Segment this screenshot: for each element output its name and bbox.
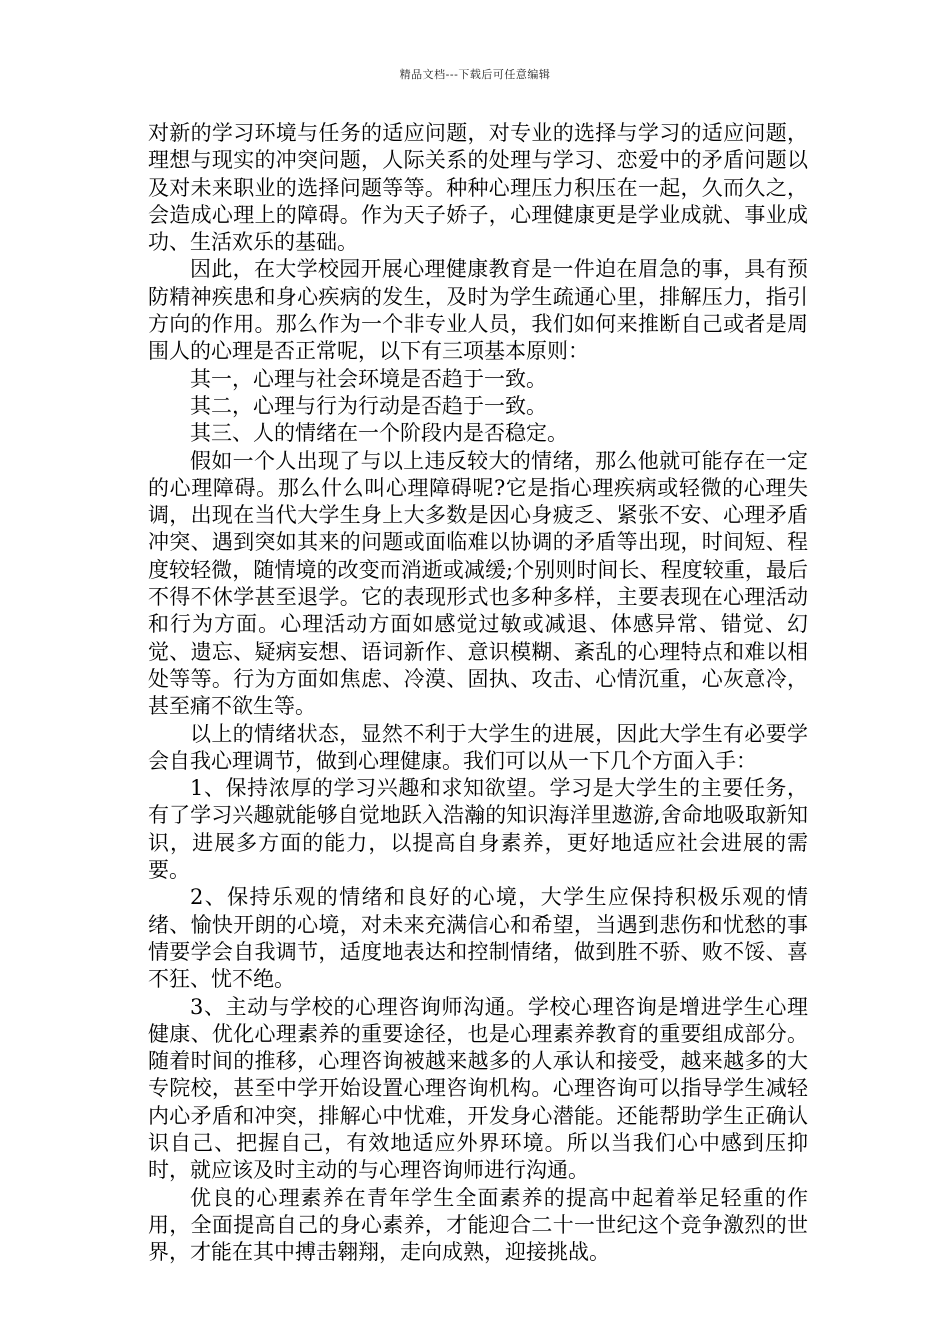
document-body	[148, 120, 808, 1266]
paragraph-1: 对新的学习环境与任务的适应问题，对专业的选择与学习的适应问题，理想与现实的冲突问题，人际关系的处理与学习、恋爱中的矛盾问题以及对未来职业的选择问题等等。种种心理压力积压在一起，久而久之，会造成心理上的障碍。作为天子娇子，心理健康更是学业成就、事业成功、生活欢乐的基础。	[148, 121, 808, 255]
paragraph-psych-disorder: 假如一个人出现了与以上违反较大的情绪，那么他就可能存在一定的心理障碍。那么什么叫心理障碍呢?它是指心理疾病或轻微的心理失调，出现在当代大学生身上大多数是因心身疲乏、紧张不安、心理矛盾冲突、遇到突如其来的问题或面临难以协调的矛盾等出现，时间短、程度较轻微，随情境的改变而消逝或减缓;个别则时间长、程度较重，最后不得不休学甚至退学。它的表现形式也多种多样，主要表现在心理活动和行为方面。心理活动方面如感觉过敏或减退、体感异常、错觉、幻觉、遗忘、疑病妄想、语词新作、意识模糊、紊乱的心理特点和难以相处等等。行为方面如焦虑、冷漠、固执、攻击、心情沉重，心灰意冷，甚至痛不欲生等。	[148, 448, 808, 719]
page-header: 精品文档---下载后可任意编辑	[399, 68, 551, 81]
method-1: 1、保持浓厚的学习兴趣和求知欲望。学习是大学生的主要任务，有了学习兴趣就能够自觉地跃入浩瀚的知识海洋里遨游,舍命地吸取新知识，进展多方面的能力，以提高自身素养，更好地适应社会进展的需要。	[148, 776, 808, 883]
paragraph-2: 因此，在大学校园开展心理健康教育是一件迫在眉急的事，具有预防精神疾患和身心疾病的发生，及时为学生疏通心里，排解压力，指引方向的作用。那么作为一个非专业人员，我们如何来推断自己或者是周围人的心理是否正常呢，以下有三项基本原则：	[148, 257, 808, 364]
principle-1: 其一，心理与社会环境是否趋于一致。	[190, 366, 547, 391]
method-3: 3、主动与学校的心理咨询师沟通。学校心理咨询是增进学生心理健康、优化心理素养的重要途径，也是心理素养教育的重要组成部分。随着时间的推移，心理咨询被越来越多的人承认和接受，越来越多的大专院校，甚至中学开始设置心理咨询机构。心理咨询可以指导学生减轻内心矛盾和冲突，排解心中忧难，开发身心潜能。还能帮助学生正确认识自己、把握自己，有效地适应外界环境。所以当我们心中感到压抑时，就应该及时主动的与心理咨询师进行沟通。	[148, 994, 808, 1183]
paragraph-conclusion: 优良的心理素养在青年学生全面素养的提高中起着举足轻重的作用，全面提高自己的身心素养，才能迎合二十一世纪这个竞争激烈的世界，才能在其中搏击翱翔，走向成熟，迎接挑战。	[148, 1185, 808, 1265]
paragraph-methods-intro: 以上的情绪状态，显然不利于大学生的进展，因此大学生有必要学会自我心理调节，做到心理健康。我们可以从一下几个方面入手：	[148, 721, 808, 773]
method-2: 2、保持乐观的情绪和良好的心境，大学生应保持积极乐观的情绪、愉快开朗的心境，对未来充满信心和希望，当遇到悲伤和忧愁的事情要学会自我调节，适度地表达和控制情绪，做到胜不骄、败不馁、喜不狂、忧不绝。	[148, 885, 808, 992]
principle-3: 其三、人的情绪在一个阶段内是否稳定。	[190, 421, 568, 446]
principle-2: 其二，心理与行为行动是否趋于一致。	[190, 393, 547, 418]
